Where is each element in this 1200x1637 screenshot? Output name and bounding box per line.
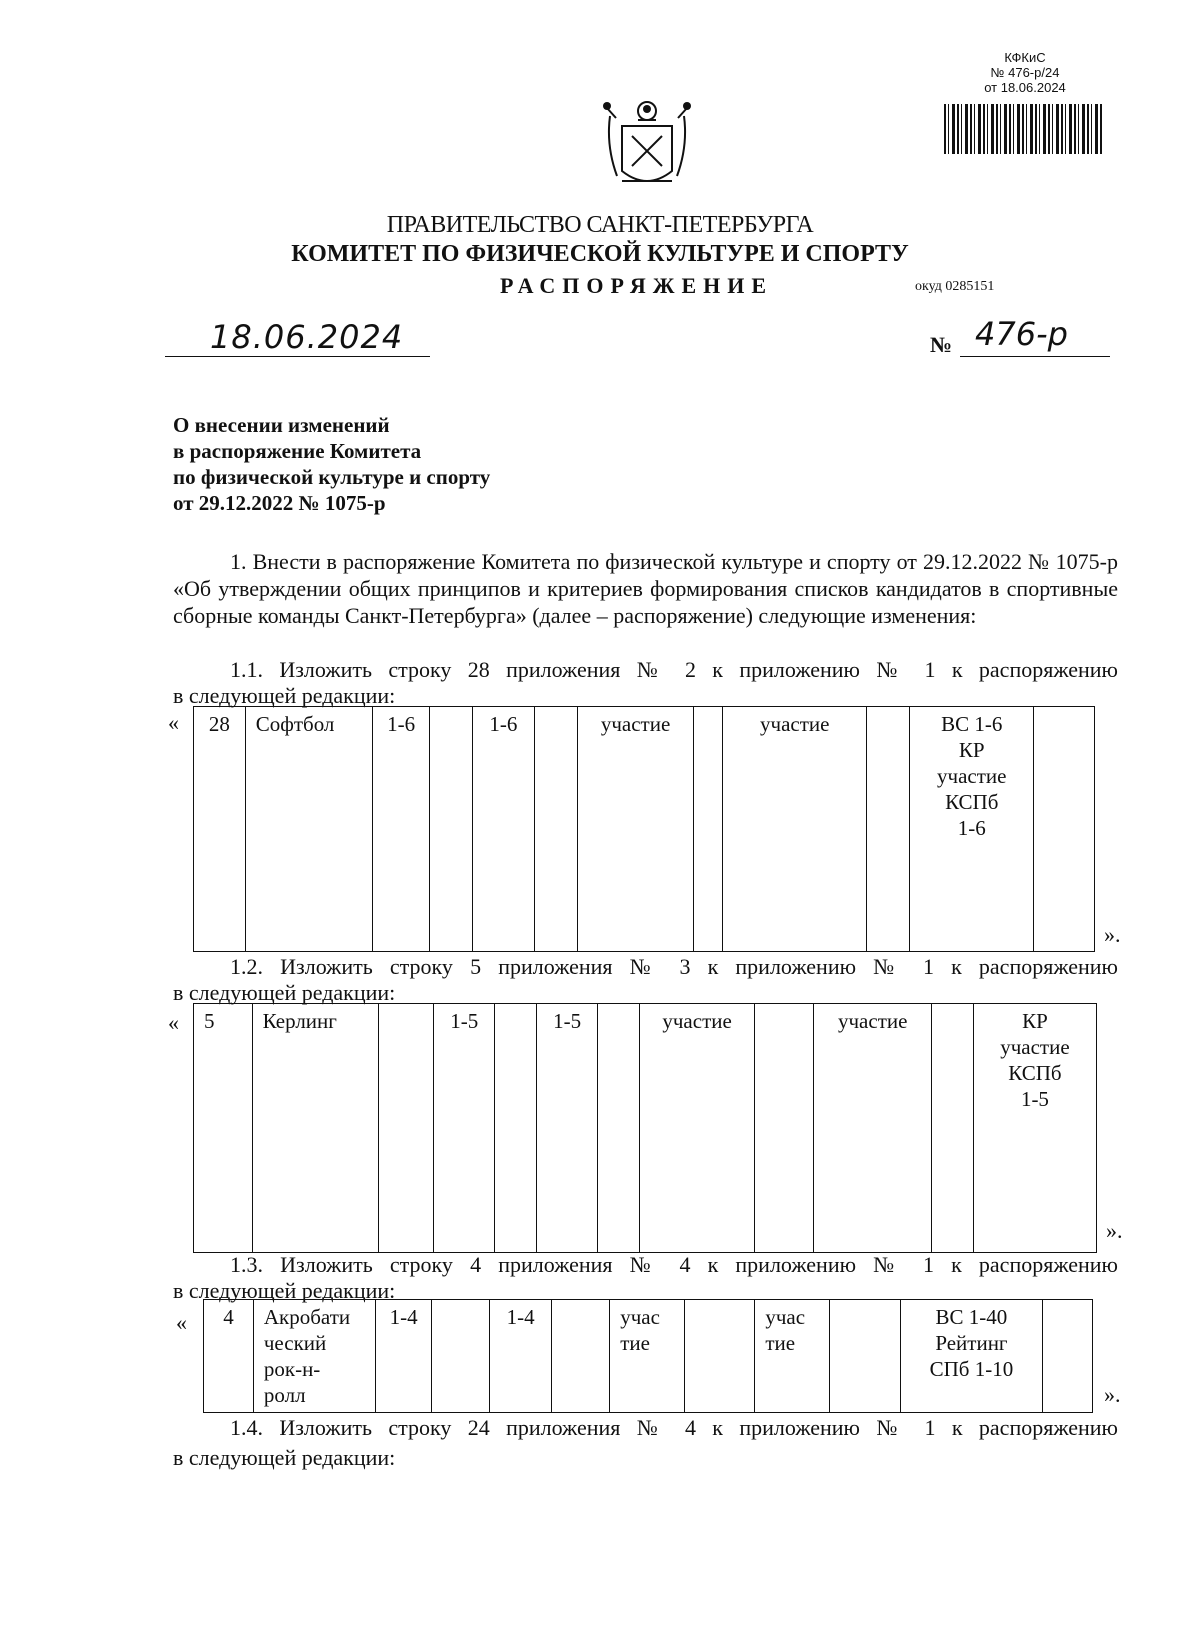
stamp-line-1: КФКиС <box>1004 50 1046 65</box>
open-quote: « <box>176 1310 187 1335</box>
date-underline <box>165 356 430 357</box>
cell-col12 <box>1034 707 1095 952</box>
cell-col5: 1-6 <box>472 707 535 952</box>
cell-col4: 1-5 <box>433 1004 494 1253</box>
subject-line-4: от 29.12.2022 № 1075-р <box>173 491 386 515</box>
table-row-acrobatic-rock-n-roll <box>203 1299 1093 1413</box>
cell-col8 <box>694 707 723 952</box>
paragraph-1-2: 1.2. Изложить строку 5 приложения № 3 к приложению № 1 к распоряжению <box>230 954 1118 979</box>
government-name: ПРАВИТЕЛЬСТВО САНКТ-ПЕТЕРБУРГА <box>386 212 814 238</box>
cell-col4 <box>430 707 473 952</box>
table-row-curling <box>193 1003 1097 1253</box>
cell-sport-line-2: ческий <box>263 1331 327 1355</box>
handwritten-number: 476-р <box>975 315 1068 353</box>
subject-line-3: по физической культуре и спорту <box>173 465 491 489</box>
cell-col12-line-4: 1-5 <box>1020 1087 1049 1111</box>
cell-col5 <box>495 1004 537 1253</box>
paragraph-1: 1. Внести в распоряжение Комитета по физической культуре и спорту от 29.12.2022 № 1075-р «Об утверждении общих принципов и критериев формирования списков кандидатов в спортивные сборные команды Санкт-Петербурга» (далее – распоряжение) следующие изменения: <box>173 549 1118 628</box>
cell-col7 <box>598 1004 640 1253</box>
paragraph-1-2-edition: в следующей редакции: <box>173 980 396 1005</box>
cell-col3 <box>379 1004 434 1253</box>
subject-line-1: О внесении изменений <box>173 413 390 437</box>
paragraph-1-3: 1.3. Изложить строку 4 приложения № 4 к приложению № 1 к распоряжению <box>230 1252 1118 1277</box>
cell-col11 <box>900 1300 1043 1413</box>
cell-col11-line-1: ВС 1-6 <box>941 712 1003 736</box>
stamp-line-3: от 18.06.2024 <box>984 80 1066 95</box>
cell-col12 <box>973 1004 1096 1253</box>
close-quote: ». <box>1104 922 1121 947</box>
cell-sport <box>253 1300 375 1413</box>
cell-col12-line-1: КР <box>1022 1009 1048 1033</box>
stamp-line-2: № 476-р/24 <box>990 65 1060 80</box>
cell-col6 <box>552 1300 610 1413</box>
paragraph-1-3-edition: в следующей редакции: <box>173 1278 396 1303</box>
committee-name: КОМИТЕТ ПО ФИЗИЧЕСКОЙ КУЛЬТУРЕ И СПОРТУ <box>291 241 909 267</box>
cell-col11-line-1: ВС 1-40 <box>935 1305 1008 1329</box>
table-row-softball <box>193 706 1095 952</box>
cell-col12 <box>1043 1300 1093 1413</box>
cell-col3: 1-6 <box>373 707 430 952</box>
cell-number: 4 <box>204 1300 254 1413</box>
cell-col7-line-1: учас <box>620 1305 660 1329</box>
cell-col3: 1-4 <box>376 1300 432 1413</box>
cell-col9-line-2: тие <box>765 1331 796 1355</box>
okud-code: окуд 0285151 <box>915 279 995 294</box>
cell-col5: 1-4 <box>490 1300 552 1413</box>
cell-sport-line-3: рок-н- <box>263 1357 321 1381</box>
cell-col9-line-1: учас <box>765 1305 806 1329</box>
cell-sport: Керлинг <box>252 1004 378 1253</box>
open-quote: « <box>168 710 179 735</box>
cell-col6: 1-5 <box>536 1004 597 1253</box>
cell-col11-line-3: СПб 1-10 <box>929 1357 1014 1381</box>
cell-col9 <box>755 1300 829 1413</box>
subject-line-2: в распоряжение Комитета <box>173 439 422 463</box>
paragraph-1-4-edition: в следующей редакции: <box>173 1445 396 1470</box>
cell-col10 <box>867 707 910 952</box>
cell-col7-line-2: тие <box>620 1331 650 1355</box>
cell-col11-line-5: 1-6 <box>957 816 986 840</box>
cell-number: 28 <box>194 707 246 952</box>
paragraph-1-1: 1.1. Изложить строку 28 приложения № 2 к приложению № 1 к распоряжению <box>230 657 1118 682</box>
close-quote: ». <box>1104 1382 1121 1407</box>
open-quote: « <box>168 1010 179 1035</box>
cell-col4 <box>432 1300 490 1413</box>
registration-stamp <box>960 50 1090 95</box>
cell-col7: участие <box>577 707 694 952</box>
cell-col6 <box>535 707 578 952</box>
cell-sport: Софтбол <box>245 707 373 952</box>
paragraph-1-4: 1.4. Изложить строку 24 приложения № 4 к приложению № 1 к распоряжению <box>230 1415 1118 1440</box>
cell-col7 <box>610 1300 684 1413</box>
document-type: РАСПОРЯЖЕНИЕ <box>500 273 774 298</box>
cell-col10 <box>829 1300 900 1413</box>
number-underline <box>960 356 1110 357</box>
cell-col11-line-2: КР <box>958 738 985 762</box>
barcode-icon <box>944 104 1102 154</box>
cell-col12-line-3: КСПб <box>1008 1061 1062 1085</box>
cell-col10: участие <box>814 1004 932 1253</box>
cell-col12-line-2: участие <box>1000 1035 1070 1059</box>
document-subject <box>173 412 490 516</box>
number-label: № <box>930 332 953 357</box>
cell-sport-line-4: ролл <box>263 1383 306 1407</box>
cell-number: 5 <box>194 1004 253 1253</box>
cell-col9: участие <box>723 707 867 952</box>
cell-col11 <box>910 707 1034 952</box>
cell-col11-line-3: участие <box>937 764 1007 788</box>
close-quote: ». <box>1106 1218 1123 1243</box>
cell-col11-line-4: КСПб <box>945 790 999 814</box>
coat-of-arms-icon <box>602 96 692 196</box>
cell-col8 <box>684 1300 755 1413</box>
cell-col9 <box>755 1004 814 1253</box>
handwritten-date: 18.06.2024 <box>210 318 404 356</box>
cell-sport-line-1: Акробати <box>263 1305 351 1329</box>
cell-col8: участие <box>639 1004 754 1253</box>
paragraph-1-1-edition: в следующей редакции: <box>173 683 396 708</box>
cell-col11 <box>932 1004 974 1253</box>
cell-col11-line-2: Рейтинг <box>935 1331 1008 1355</box>
